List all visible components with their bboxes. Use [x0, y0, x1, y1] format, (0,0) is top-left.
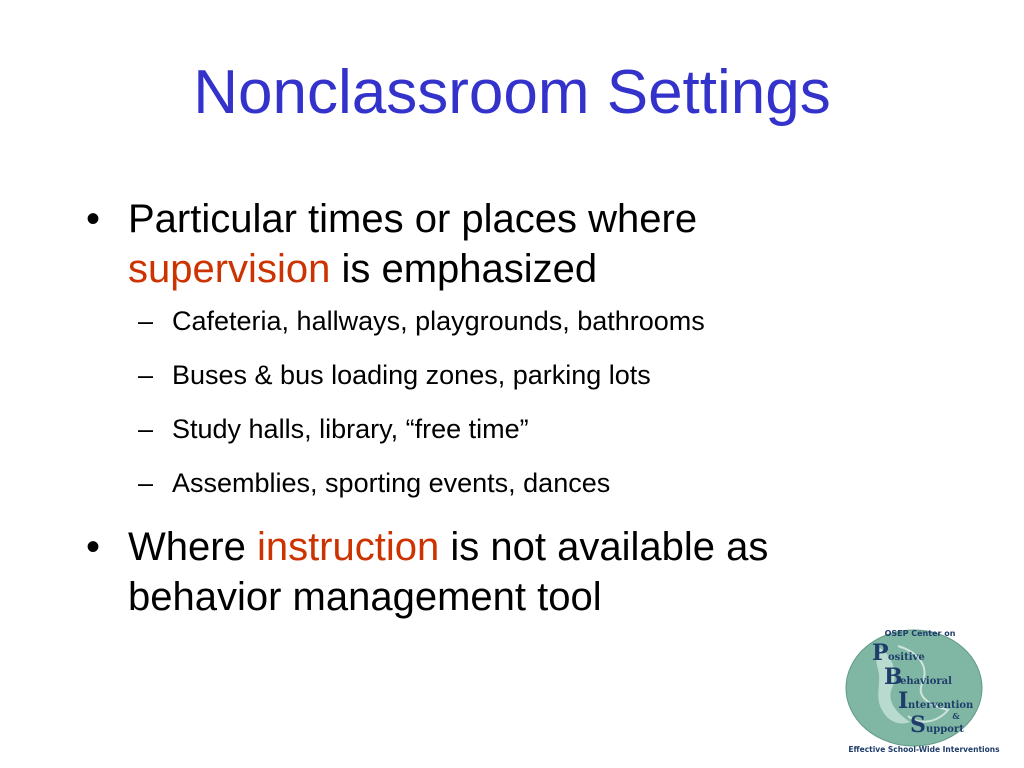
bullet-text: Particular times or places where — [128, 197, 698, 241]
logo-letter-s: S — [910, 712, 926, 738]
slide-title: Nonclassroom Settings — [193, 58, 831, 127]
sub-item-text: Cafeteria, hallways, playgrounds, bathrooms — [172, 306, 705, 336]
logo-word-positive: ositive — [888, 652, 925, 663]
dash-marker: – — [138, 468, 154, 498]
sub-item-text: Study halls, library, “free time” — [172, 414, 529, 444]
logo-letter-i: I — [898, 688, 909, 714]
sub-list — [86, 306, 886, 499]
bullet-list — [86, 194, 886, 622]
highlight-term: instruction — [256, 525, 440, 569]
dash-marker: – — [138, 414, 154, 444]
bullet-marker: • — [86, 525, 101, 569]
highlight-term: supervision — [128, 247, 331, 291]
logo-word-behavioral: ehavioral — [900, 676, 952, 687]
sub-item — [138, 360, 886, 391]
logo-word-support: upport — [926, 724, 964, 735]
logo-letter-p: P — [872, 640, 889, 666]
logo-word-intervention: ntervention — [908, 700, 974, 711]
logo-ampersand: & — [952, 711, 960, 721]
bullet-text: is not available as behavior management tool — [128, 525, 769, 619]
sub-item — [138, 468, 886, 499]
pbis-logo — [838, 626, 1010, 758]
sub-item — [138, 306, 886, 337]
bullet-text: is emphasized — [330, 247, 598, 291]
bullet-text: Where — [128, 525, 257, 569]
logo-top-text: OSEP Center on — [884, 629, 956, 638]
bullet-item-2 — [86, 522, 886, 622]
bullet-item-1 — [86, 194, 886, 294]
logo-letter-b: B — [884, 664, 903, 690]
sub-item-text: Buses & bus loading zones, parking lots — [172, 360, 651, 390]
bullet-marker: • — [86, 197, 101, 241]
dash-marker: – — [138, 306, 154, 336]
dash-marker: – — [138, 360, 154, 390]
logo-bottom-text: Effective School-Wide Interventions — [848, 745, 1000, 754]
sub-item-text: Assemblies, sporting events, dances — [172, 468, 611, 498]
sub-item — [138, 414, 886, 445]
